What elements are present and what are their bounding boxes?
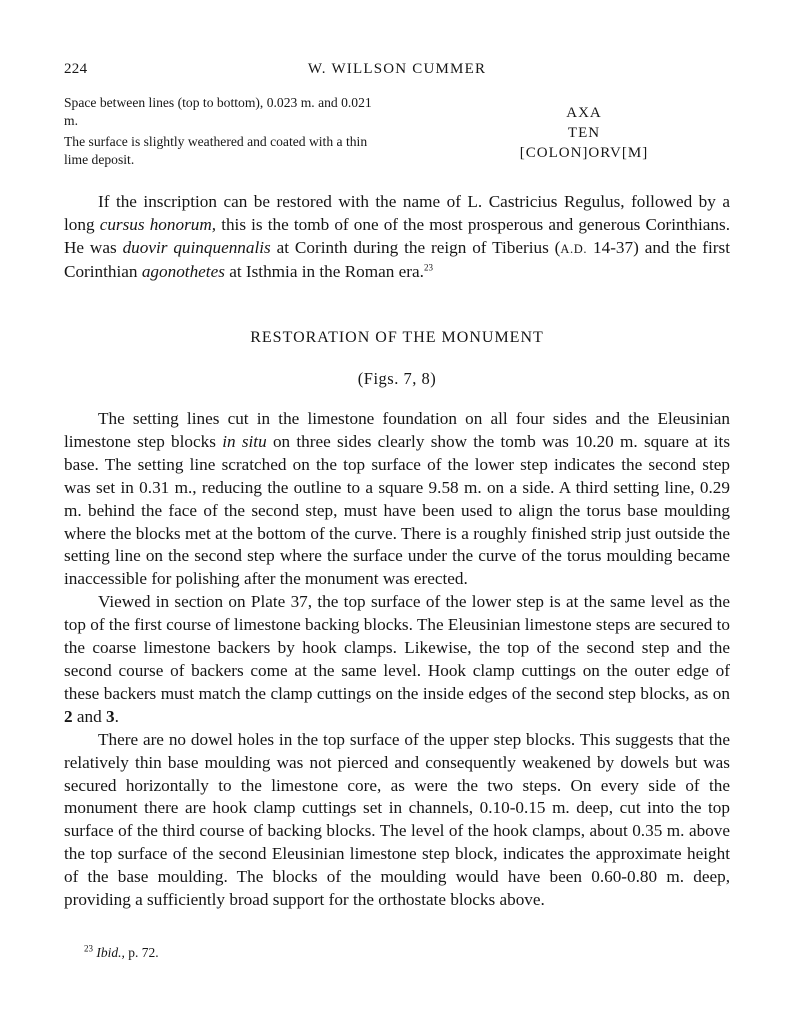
block-number: 3 [106, 706, 115, 726]
footnote-marker: 23 [423, 261, 433, 272]
italic-term: cursus honorum, [99, 214, 217, 234]
italic-term: agonothetes [141, 261, 225, 281]
paragraph-castricius [64, 191, 730, 284]
figure-reference: (Figs. 7, 8) [357, 369, 437, 388]
page [64, 0, 730, 1024]
text-run: Viewed in section on Plate 37, the top surface of the lower step is at the same level as the top of the first course of limestone backing blocks. The Eleusinian limestone steps are secured to the coarse limestone backers by hook clamps. Likewise, the top of the second step and the second course of backers come at the same level. Hook clamp cuttings on the outer edge of these backers must match the clamp cuttings on the inside edges of the second step blocks, as on [64, 592, 730, 703]
footnote-number: 23 [84, 943, 93, 954]
inscription-line: [COLON]ORV[M] [519, 145, 649, 161]
note-surface: The surface is slightly weathered and coated with a thin lime deposit. [64, 134, 368, 167]
restoration-body [64, 408, 730, 912]
paragraph-setting-lines [64, 408, 730, 591]
text-run: and [72, 706, 107, 726]
text-run: If the inscription can be restored with the name of L. Castricius Regulus, followed by a long [64, 192, 730, 234]
text-run: at Corinth during the reign of Tiberius ( [270, 237, 561, 257]
text-run: on three sides clearly show the tomb was 10.20 m. square at its base. The setting line scratched on the top surface of the lower step indicates the second step was set in 0.31 m., reducing the outline to a square 9.58 m. on a side. A third setting line, 0.29 m. behind the face of the second step, must have been used to align the torus base moulding where the blocks met at the bottom of the curve. There is a roughly finished strip just outside the setting line on the second step where the surface under the curve of the torus moulding became inaccessible for polishing after the monument was erected. [64, 431, 731, 589]
note-line-spacing: Space between lines (top to bottom), 0.023 m. and 0.021 m. [64, 95, 372, 128]
text-run: at Isthmia in the Roman era. [224, 261, 424, 281]
inscription-text [484, 103, 684, 163]
running-title: W. WILLSON CUMMER [307, 61, 487, 77]
italic-term: in situ [222, 431, 267, 451]
italic-term: duovir quinquennalis [122, 237, 271, 257]
text-run: 14-37) and the first Corinthian [64, 237, 730, 281]
footnote-text: p. 72. [124, 945, 159, 960]
text-run: The setting lines cut in the limestone foundation on all four sides and the Eleusinian limestone step blocks [64, 409, 730, 451]
running-head [64, 61, 730, 83]
page-number: 224 [64, 61, 88, 77]
text-run: this is the tomb of one of the most prosperous and generous Corinthians. He was [64, 214, 730, 257]
footnote-ref: Ibid., [96, 945, 125, 960]
inscription-notes [64, 94, 386, 172]
small-caps-era: A.D. [560, 241, 588, 256]
inscription-line: AXA [566, 105, 602, 121]
paragraph-section-view [64, 591, 730, 728]
paragraph-dowel-holes: There are no dowel holes in the top surface of the upper step blocks. This suggests that the relatively thin base moulding was not pierced and consequently weakened by dowels but was secured horizontally to the limestone core, as were the two steps. On every side of the monument there are hook clamp cuttings set in channels, 0.10-0.15 m. deep, cut into the top surface of the third course of backing blocks. The level of the hook clamps, about 0.35 m. above the top surface of the second Eleusinian limestone step block, indicates the approximate height of the base moulding. The blocks of the moulding would have been 0.60-0.80 m. deep, providing a sufficiently broad support for the orthostate blocks above. [64, 729, 730, 910]
section-heading: RESTORATION OF THE MONUMENT [250, 329, 544, 346]
block-number: 2 [64, 706, 73, 726]
inscription-line: TEN [567, 125, 601, 141]
footnote [84, 945, 159, 961]
text-run: . [114, 706, 119, 726]
